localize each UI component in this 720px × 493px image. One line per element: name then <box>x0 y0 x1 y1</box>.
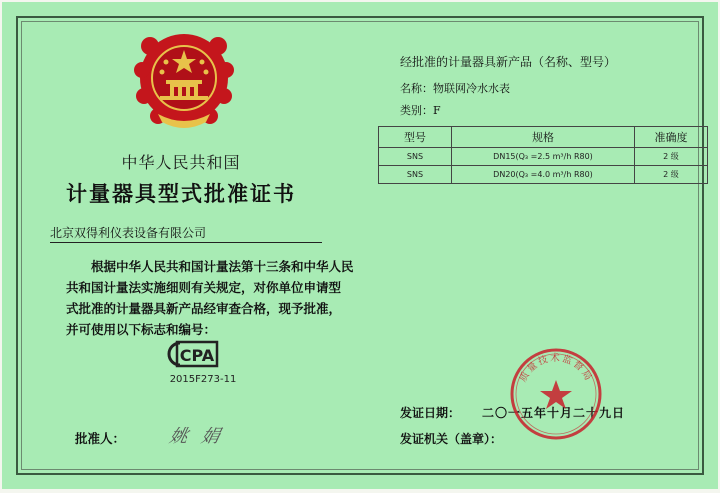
statement-line: 共和国计量法实施细则有关规定，对你单位申请型 <box>66 280 342 295</box>
mark-number: 2015F273-11 <box>169 374 237 385</box>
svg-text:质量技术监督局 <box>517 352 595 384</box>
product-name-value: 物联网冷水水表 <box>433 82 510 95</box>
product-name-row <box>400 80 510 96</box>
issue-date-label: 发证日期： <box>400 406 461 420</box>
national-emblem-icon <box>128 24 240 136</box>
statement-line: 并可使用以下标志和编号： <box>66 322 217 337</box>
spec-table <box>378 126 708 184</box>
cell-model: SNS <box>379 166 452 184</box>
statement-line: 根据中华人民共和国计量法第十三条和中华人民 <box>91 259 354 274</box>
table-header-row <box>379 127 708 148</box>
approver-label: 批准人： <box>75 431 126 446</box>
seal-text: 质量技术监督局 <box>517 352 595 384</box>
certificate <box>2 2 718 489</box>
cell-accuracy: 2 级 <box>635 148 708 166</box>
product-category-value: F <box>433 104 441 117</box>
product-name-label: 名称： <box>400 82 433 95</box>
table-row <box>379 148 708 166</box>
certificate-title: 计量器具型式批准证书 <box>66 181 296 206</box>
approval-statement <box>66 256 362 340</box>
cpa-mark-text: CPA <box>179 346 215 365</box>
column-header-accuracy: 准确度 <box>635 127 708 148</box>
product-header: 经批准的计量器具新产品（名称、型号） <box>400 55 617 69</box>
cpa-mark-icon <box>164 340 230 368</box>
country-name: 中华人民共和国 <box>121 153 241 172</box>
company-name: 北京双得利仪表设备有限公司 <box>50 224 322 243</box>
cell-accuracy: 2 级 <box>635 166 708 184</box>
issuing-authority-label: 发证机关（盖章）： <box>400 432 503 446</box>
column-header-spec: 规格 <box>452 127 635 148</box>
cell-spec: DN15(Q₃ =2.5 m³/h R80) <box>452 148 635 166</box>
product-category-label: 类别： <box>400 104 433 117</box>
statement-line: 式批准的计量器具新产品经审查合格，现予批准， <box>66 301 342 316</box>
cell-spec: DN20(Q₃ =4.0 m³/h R80) <box>452 166 635 184</box>
column-header-model: 型号 <box>379 127 452 148</box>
issue-date-value: 二〇一五年十月二十九日 <box>482 406 626 420</box>
table-row <box>379 166 708 184</box>
approver-signature: 姚 娟 <box>167 426 226 447</box>
cell-model: SNS <box>379 148 452 166</box>
official-seal-icon <box>508 346 604 442</box>
product-category-row <box>400 102 441 118</box>
